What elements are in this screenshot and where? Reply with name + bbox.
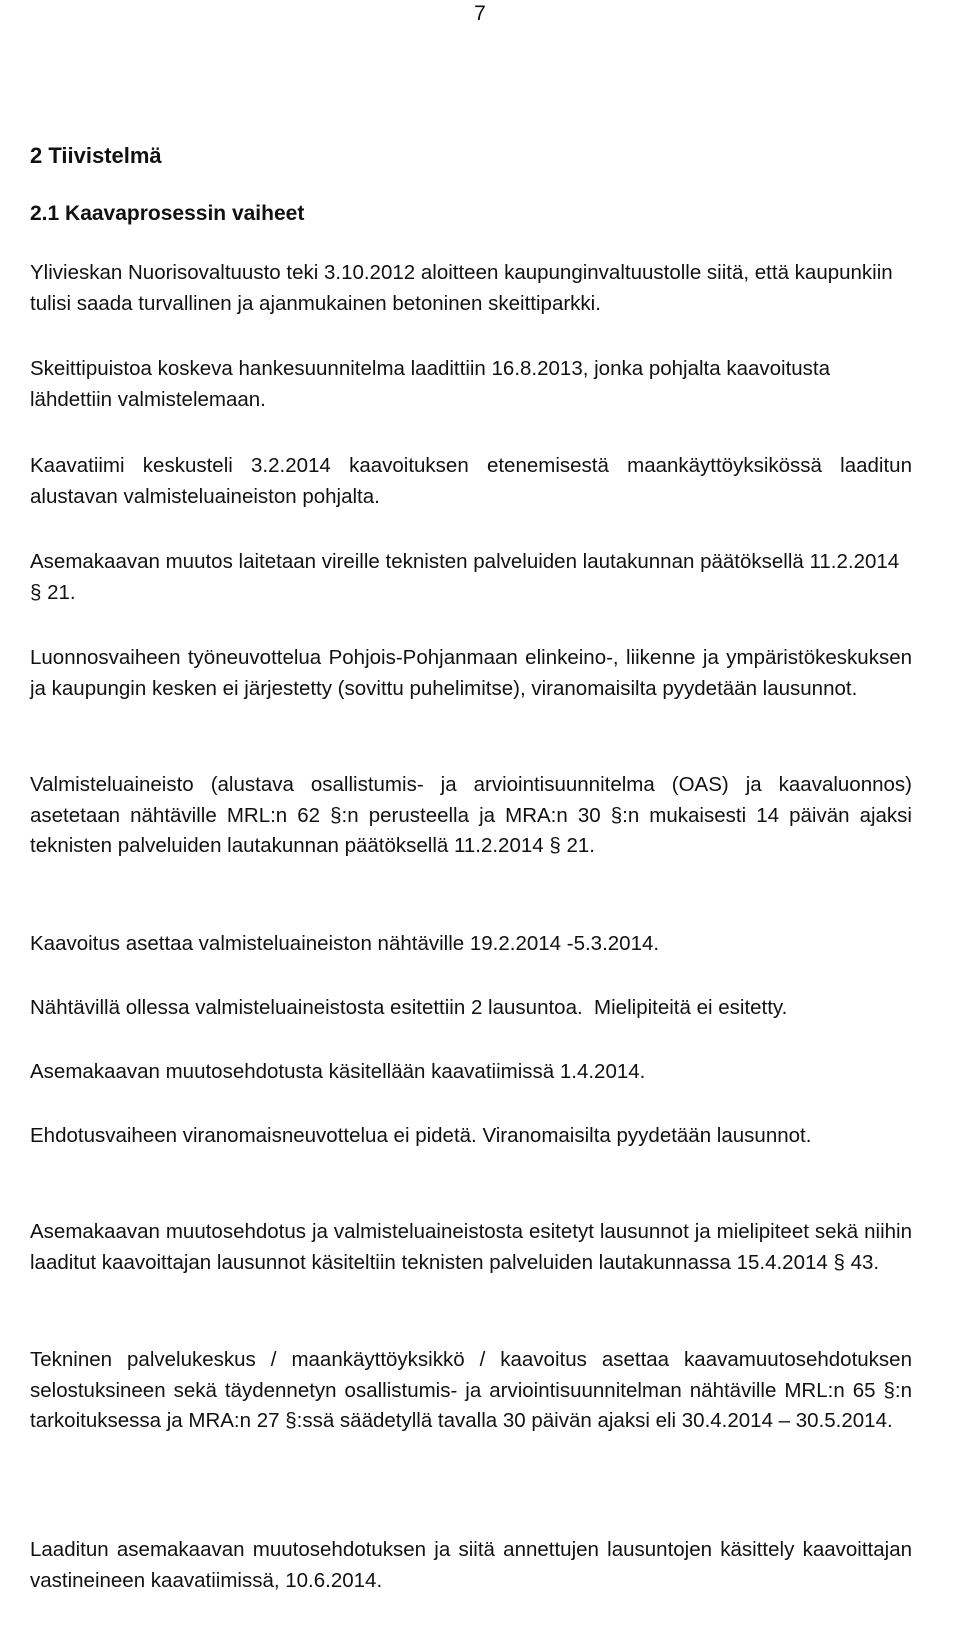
page-number: 7	[474, 2, 486, 25]
paragraph-proposal-processing: Asemakaavan muutosehdotusta käsitellään kaavatiimissä 1.4.2014.	[30, 1060, 646, 1083]
paragraph-initiative: Ylivieskan Nuorisovaltuusto teki 3.10.2012 aloitteen kaupunginvaltuustolle siitä, että kaupunkiin tulisi saada turvallinen ja ajanmukainen betoninen skeittiparkki.	[30, 261, 899, 315]
paragraph-project-plan: Skeittipuistoa koskeva hankesuunnitelma laadittiin 16.8.2013, jonka pohjalta kaavoitusta lähdettiin valmistelemaan.	[30, 357, 836, 411]
paragraph-proposal-exhibition: Tekninen palvelukeskus / maankäyttöyksikkö / kaavoitus asettaa kaavamuutosehdotuksen selostuksineen sekä täydennetyn osallistumis- ja arviointisuunnitelman nähtäville MRL:n 65 §:n tarkoituksessa ja MRA:n 27 §:ssä säädetyllä tavalla 30 päivän ajaksi eli 30.4.2014 – 30.5.2014.	[30, 1348, 918, 1432]
subsection-heading: 2.1 Kaavaprosessin vaiheet	[30, 202, 305, 225]
paragraph-draft-negotiation: Luonnosvaiheen työneuvottelua Pohjois-Pohjanmaan elinkeino-, liikenne ja ympäristökeskuksen ja kaupungin kesken ei järjestetty (sovittu puhelimitse), viranomaisilta pyydetään lausunnot.	[30, 646, 918, 700]
paragraph-preparation-material: Valmisteluaineisto (alustava osallistumis- ja arviointisuunnitelma (OAS) ja kaavaluonnos) asetetaan nähtäville MRL:n 62 §:n perusteella ja MRA:n 30 §:n mukaisesti 14 päivän ajaksi teknisten palveluiden lautakunnan päätöksellä 11.2.2014 § 21.	[30, 773, 918, 857]
paragraph-initiation: Asemakaavan muutos laitetaan vireille teknisten palveluiden lautakunnan päätöksellä 11.2.2014 § 21.	[30, 550, 905, 604]
paragraph-team-discussion: Kaavatiimi keskusteli 3.2.2014 kaavoituksen etenemisestä maankäyttöyksikössä laaditun alustavan valmisteluaineiston pohjalta.	[30, 454, 918, 508]
paragraph-proposal-negotiation: Ehdotusvaiheen viranomaisneuvottelua ei pidetä. Viranomaisilta pyydetään lausunnot.	[30, 1124, 812, 1147]
paragraph-exhibition: Kaavoitus asettaa valmisteluaineiston nähtäville 19.2.2014 -5.3.2014.	[30, 932, 660, 955]
section-heading: 2 Tiivistelmä	[30, 143, 162, 168]
paragraph-board-decision: Asemakaavan muutosehdotus ja valmisteluaineistosta esitetyt lausunnot ja mielipiteet sekä niihin laaditut kaavoittajan lausunnot käsiteltiin teknisten palveluiden lautakunnassa 15.4.2014 § 43.	[30, 1220, 918, 1274]
paragraph-statements: Nähtävillä ollessa valmisteluaineistosta esitettiin 2 lausuntoa. Mielipiteitä ei esitetty.	[30, 996, 788, 1019]
paragraph-final-processing: Laaditun asemakaavan muutosehdotuksen ja siitä annettujen lausuntojen käsittely kaavoittajan vastineineen kaavatiimissä, 10.6.2014.	[30, 1538, 918, 1592]
